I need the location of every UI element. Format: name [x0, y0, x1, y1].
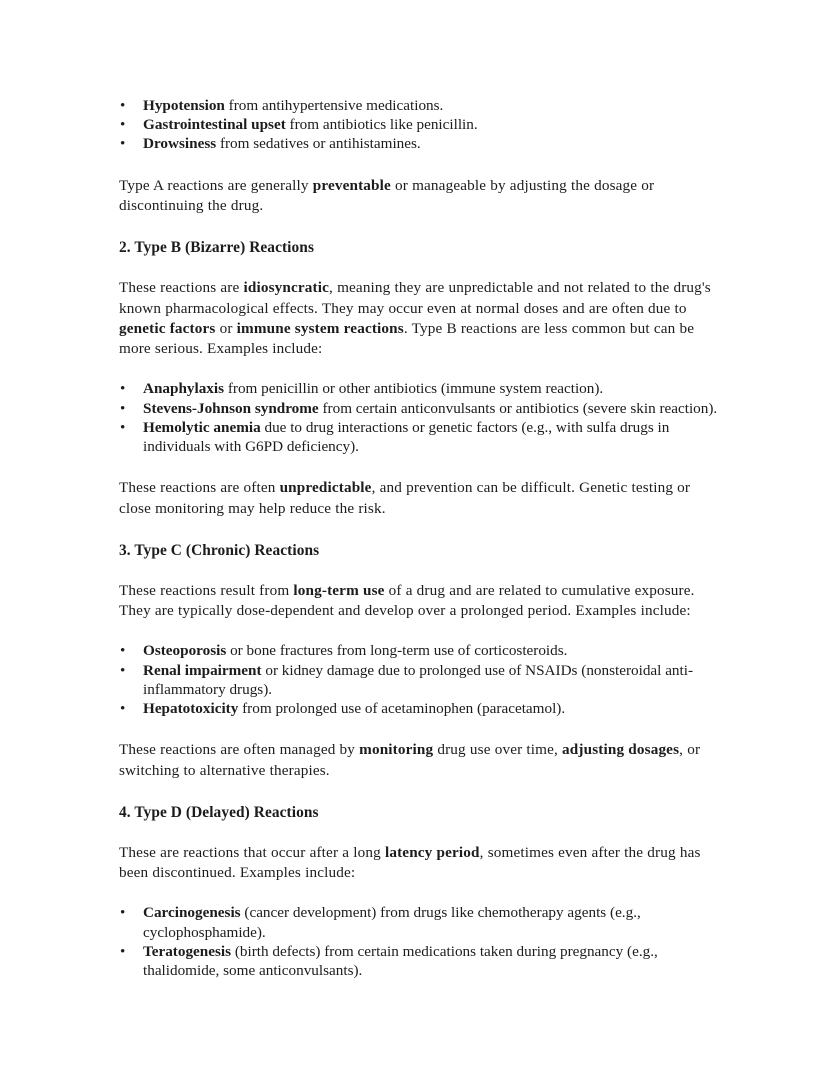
list-item-term: Teratogenesis [143, 942, 232, 960]
list-item-text: due to drug interactions or genetic factors (e.g., with sulfa drugs in individuals with G6PD deficiency). [143, 418, 670, 455]
paragraph-text: . Type B reactions are less common but can be more serious. Examples include: [119, 319, 695, 358]
list-item-text: (cancer development) from drugs like chemotherapy agents (e.g., cyclophosphamide). [143, 904, 641, 941]
bullet-icon: • [120, 642, 126, 660]
heading-type-b: 2. Type B (Bizarre) Reactions [119, 239, 315, 257]
type-a-summary-paragraph [119, 176, 725, 217]
list-item-term: Hemolytic anemia [143, 418, 261, 436]
bullet-icon: • [120, 135, 126, 153]
spacer [119, 823, 725, 843]
list-item-term: Carcinogenesis [143, 904, 241, 922]
bullet-icon: • [120, 904, 126, 922]
emphasis-adjusting-dosages: adjusting dosages [562, 741, 680, 759]
paragraph-text: , and prevention can be difficult. Genetic testing or close monitoring may help reduce the risk. [119, 479, 691, 517]
list-item [119, 379, 725, 398]
list-item-term: Stevens-Johnson syndrome [143, 399, 319, 417]
spacer [119, 718, 725, 740]
list-item [119, 641, 725, 660]
type-d-intro-paragraph [119, 843, 725, 884]
list-item-text: from penicillin or other antibiotics (immune system reaction). [224, 380, 604, 398]
list-item-term: Osteoporosis [143, 642, 227, 660]
bullet-icon: • [120, 700, 126, 717]
list-item-term: Anaphylaxis [143, 380, 225, 398]
bullet-icon: • [120, 97, 126, 114]
paragraph-text: These reactions result from [119, 581, 294, 599]
spacer [119, 216, 725, 238]
paragraph-text: or manageable by adjusting the dosage or discontinuing the drug. [119, 176, 655, 214]
spacer [119, 519, 725, 541]
paragraph-text: Type A reactions are generally [119, 176, 313, 194]
paragraph-text: These reactions are often [119, 479, 280, 497]
spacer [119, 258, 725, 278]
spacer [119, 883, 725, 903]
list-item-text: from certain anticonvulsants or antibiotics (severe skin reaction). [318, 399, 718, 417]
bullet-icon: • [120, 380, 126, 398]
paragraph-text: , sometimes even after the drug has been discontinued. Examples include: [119, 843, 701, 882]
emphasis-immune-system-reactions: immune system reactions [236, 319, 404, 337]
type-b-bullet-list [119, 379, 725, 456]
bullet-icon: • [120, 399, 126, 417]
heading-type-c: 3. Type C (Chronic) Reactions [119, 541, 320, 559]
paragraph-text: These reactions are often managed by [119, 741, 360, 759]
heading-type-d: 4. Type D (Delayed) Reactions [119, 803, 319, 821]
list-item [119, 699, 725, 718]
spacer [119, 359, 725, 379]
spacer [119, 456, 725, 478]
list-item-text: or kidney damage due to prolonged use of NSAIDs (nonsteroidal anti-inflammatory drugs). [143, 661, 694, 698]
list-item [119, 661, 725, 699]
list-item [119, 96, 725, 115]
bullet-icon: • [120, 942, 126, 960]
list-item-term: Gastrointestinal upset [143, 116, 286, 134]
type-c-bullet-list [119, 641, 725, 718]
spacer [119, 621, 725, 641]
spacer [119, 154, 725, 176]
bullet-icon: • [120, 418, 126, 436]
list-item [119, 903, 725, 941]
list-item-term: Hypotension [143, 97, 225, 114]
list-item [119, 418, 725, 456]
list-item-term: Drowsiness [143, 135, 217, 153]
list-item-text: (birth defects) from certain medications taken during pregnancy (e.g., thalidomide, some anticonvulsants). [143, 942, 658, 979]
type-b-summary-paragraph [119, 478, 725, 519]
spacer [119, 781, 725, 803]
spacer [119, 561, 725, 581]
type-c-summary-paragraph [119, 740, 725, 781]
emphasis-genetic-factors: genetic factors [119, 319, 216, 337]
paragraph-text: , or switching to alternative therapies. [119, 741, 701, 779]
list-item [119, 134, 725, 153]
bullet-icon: • [120, 661, 126, 679]
emphasis-preventable: preventable [312, 176, 391, 194]
list-item-text: from sedatives or antihistamines. [216, 135, 421, 153]
type-d-bullet-list [119, 903, 725, 980]
type-c-intro-paragraph [119, 581, 725, 622]
paragraph-text: drug use over time, [433, 741, 563, 759]
emphasis-unpredictable: unpredictable [279, 479, 372, 497]
paragraph-text: or [215, 319, 237, 337]
bullet-icon: • [120, 116, 126, 134]
list-item-term: Renal impairment [143, 661, 262, 679]
paragraph-text: These reactions are [119, 279, 244, 297]
emphasis-idiosyncratic: idiosyncratic [243, 279, 330, 297]
list-item [119, 942, 725, 980]
list-item-term: Hepatotoxicity [143, 700, 239, 717]
emphasis-monitoring: monitoring [359, 741, 434, 759]
emphasis-latency-period: latency period [384, 843, 480, 861]
list-item [119, 115, 725, 134]
paragraph-text: These are reactions that occur after a long [119, 843, 385, 861]
list-item-text: from antihypertensive medications. [224, 97, 444, 114]
list-item-text: from antibiotics like penicillin. [285, 116, 478, 134]
document-content [119, 96, 725, 980]
list-item [119, 399, 725, 418]
type-a-bullet-list [119, 96, 725, 154]
list-item-text: or bone fractures from long-term use of corticosteroids. [226, 642, 568, 660]
emphasis-long-term-use: long-term use [293, 581, 385, 599]
paragraph-text: of a drug and are related to cumulative exposure. They are typically dose-dependent and develop over a prolonged period. Examples include: [119, 581, 695, 620]
type-b-intro-paragraph [119, 278, 725, 359]
list-item-text: from prolonged use of acetaminophen (paracetamol). [238, 700, 566, 717]
paragraph-text: , meaning they are unpredictable and not related to the drug's known pharmacological effects. They may occur even at normal doses and are often due to [119, 279, 711, 317]
